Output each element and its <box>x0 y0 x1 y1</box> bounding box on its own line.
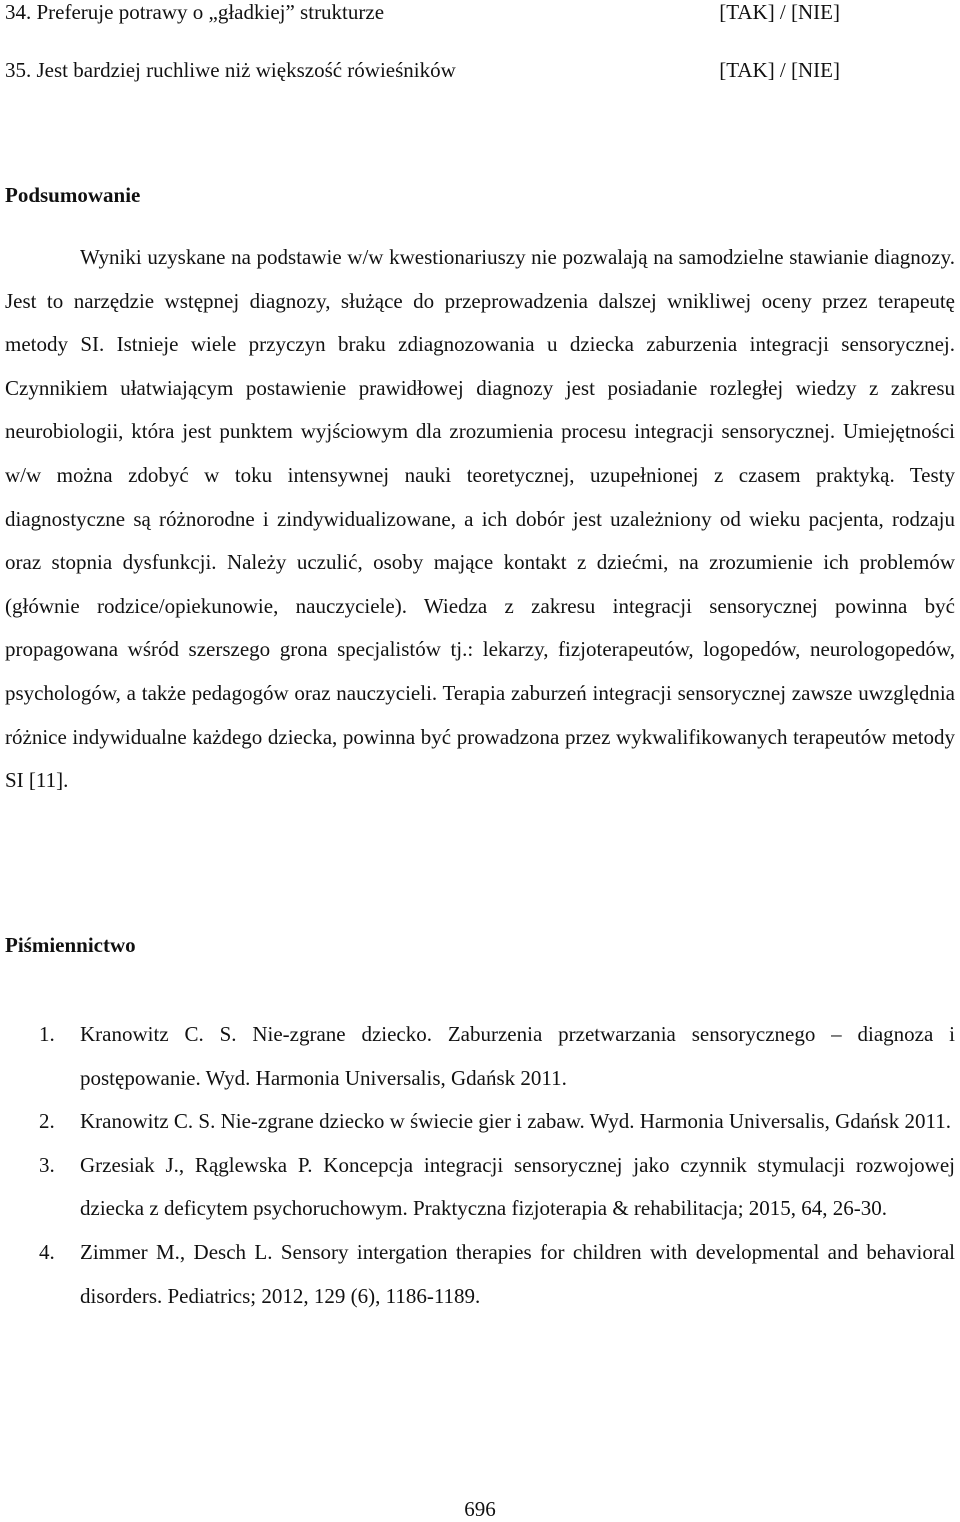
reference-text: Kranowitz C. S. Nie-zgrane dziecko. Zaburzenia przetwarzania sensorycznego – diagnoza i postępowanie. Wyd. Harmonia Universalis, Gdańsk 2011. <box>80 1022 955 1090</box>
question-label: Jest bardziej ruchliwe niż większość rówieśników <box>36 58 456 82</box>
document-page <box>5 0 955 1521</box>
reference-text: Zimmer M., Desch L. Sensory intergation therapies for children with developmental and behavioral disorders. Pediatrics; 2012, 129 (6), 1186-1189. <box>80 1239 955 1308</box>
reference-text: Grzesiak J., Rąglewska P. Koncepcja integracji sensorycznej jako czynnik stymulacji rozwojowej dziecka z deficytem psychoruchowym. Praktyczna fizjoterapia & rehabilitacja; 2015, 64, 26-30. <box>80 1152 955 1221</box>
reference-item <box>5 1013 955 1100</box>
question-text <box>5 58 456 83</box>
question-number: 34. <box>5 0 32 24</box>
reference-number: 1. <box>39 1022 55 1046</box>
summary-heading: Podsumowanie <box>5 183 141 207</box>
questionnaire-item <box>5 58 840 83</box>
page-number: 696 <box>464 1497 496 1521</box>
reference-text: Kranowitz C. S. Nie-zgrane dziecko w świecie gier i zabaw. Wyd. Harmonia Universalis, Gdańsk 2011. <box>80 1109 951 1134</box>
reference-item <box>5 1100 955 1144</box>
questionnaire-item <box>5 0 840 25</box>
bibliography-heading: Piśmiennictwo <box>5 933 136 957</box>
summary-text: Wyniki uzyskane na podstawie w/w kwestionariuszy nie pozwalają na samodzielne stawianie diagnozy. Jest to narzędzie wstępnej diagnozy, służące do przeprowadzenia dalszej wnikliwej oceny przez terapeutę metody SI. Istnieje wiele przyczyn braku zdiagnozowania u dziecka zaburzenia integracji sensorycznej. Czynnikiem ułatwiającym postawienie prawidłowej diagnozy jest posiadanie rozległej wiedzy z zakresu neurobiologii, która jest punktem wyjściowym dla zrozumienia procesu integracji sensorycznej. Umiejętności w/w można zdobyć w toku intensywnej nauki teoretycznej, uzupełnionej z czasem praktyką. Testy diagnostyczne są różnorodne i zindywidualizowane, a ich dobór jest uzależniony od wieku pacjenta, rodzaju oraz stopnia dysfunkcji. Należy uczulić, osoby mające kontakt z dziećmi, na zrozumienie ich problemów (głównie rodzice/opiekunowie, nauczyciele). Wiedza z zakresu integracji sensorycznej powinna być propagowana wśród szerszego grona specjalistów tj.: lekarzy, fizjoterapeutów, logopedów, neurologopedów, psychologów, a także pedagogów oraz nauczycieli. Terapia zaburzeń integracji sensorycznej zawsze uwzględnia różnice indywidualne każdego dziecka, powinna być prowadzona przez wykwalifikowanych terapeutów metody SI [11]. <box>5 245 955 793</box>
question-text <box>5 0 384 25</box>
reference-item <box>5 1231 955 1318</box>
reference-number: 4. <box>39 1239 55 1264</box>
answer-options: [TAK] / [NIE] <box>719 58 840 82</box>
reference-number: 2. <box>39 1109 55 1134</box>
summary-paragraph <box>5 236 955 803</box>
reference-number: 3. <box>39 1152 55 1177</box>
reference-item <box>5 1144 955 1231</box>
question-number: 35. <box>5 58 32 82</box>
question-label: Preferuje potrawy o „gładkiej” strukturze <box>36 0 385 24</box>
bibliography-list <box>5 1013 955 1318</box>
answer-options: [TAK] / [NIE] <box>719 0 840 24</box>
